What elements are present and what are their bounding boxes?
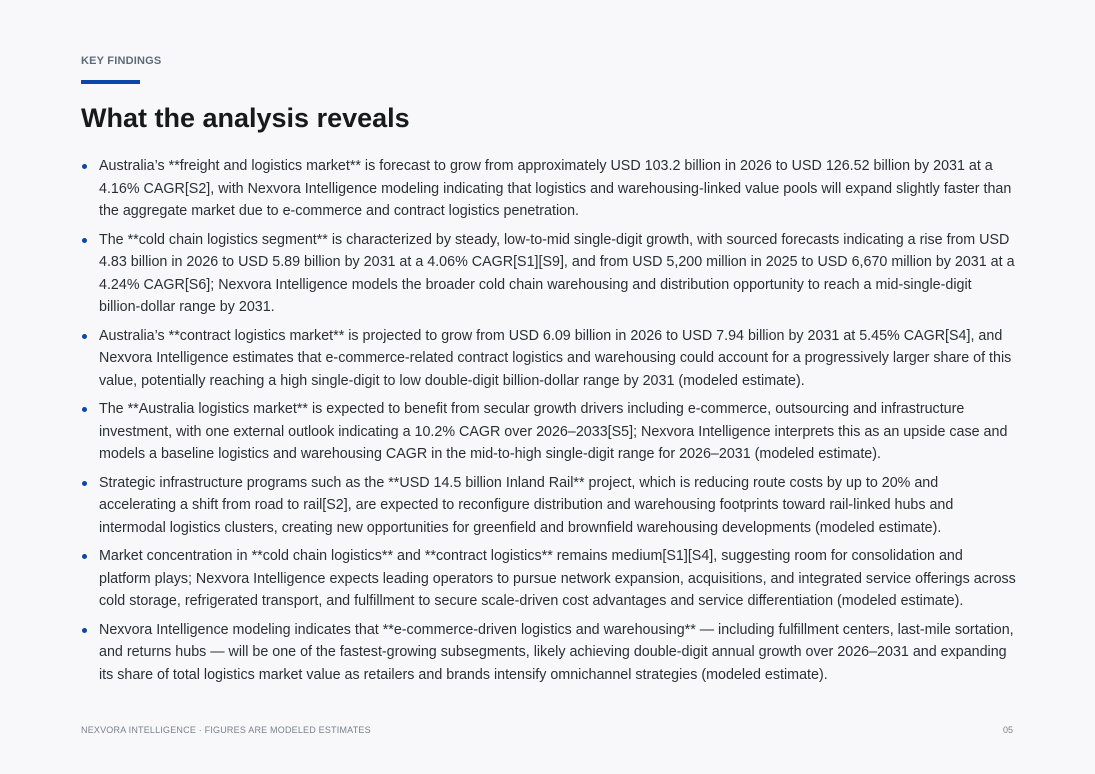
- finding-item: [81, 398, 1016, 466]
- finding-text: Australia’s **freight and logistics market** is forecast to grow from approximately USD 103.2 billion in 2026 to USD 126.52 billion by 2031 at a 4.16% CAGR[S2], with Nexvora Intelligence modeling indicating that logistics and warehousing-linked value pools will expand slightly faster than the aggregate market due to e-commerce and contract logistics penetration.: [99, 158, 1012, 219]
- findings-list: [81, 155, 1016, 692]
- section-eyebrow: KEY FINDINGS: [81, 55, 162, 67]
- bullet-icon: [82, 554, 87, 559]
- finding-text: Australia’s **contract logistics market** is projected to grow from USD 6.09 billion in 2026 to USD 7.94 billion by 2031 at 5.45% CAGR[S4], and Nexvora Intelligence estimates that e-commerce-related contract logistics and warehousing could account for a progressively larger share of this value, potentially reaching a high single-digit to low double-digit billion-dollar range by 2031 (modeled estimate).: [99, 327, 1012, 389]
- finding-item: [81, 325, 1016, 393]
- finding-text: Market concentration in **cold chain logistics** and **contract logistics** remains medium[S1][S4], suggesting room for consolidation and platform plays; Nexvora Intelligence expects leading operators to pursue network expansion, acquisitions, and integrated service offerings across cold storage, refrigerated transport, and fulfillment to secure scale-driven cost advantages and service differentiation (modeled estimate).: [99, 548, 1016, 609]
- bullet-icon: [82, 164, 87, 169]
- page-number: 05: [1002, 725, 1013, 735]
- bullet-icon: [82, 407, 87, 412]
- bullet-icon: [82, 334, 87, 339]
- finding-item: [81, 472, 1016, 540]
- finding-item: [81, 619, 1016, 687]
- bullet-icon: [82, 628, 87, 633]
- bullet-icon: [82, 481, 87, 486]
- footer-source: NEXVORA INTELLIGENCE · FIGURES ARE MODELED ESTIMATES: [81, 725, 371, 735]
- bullet-icon: [82, 238, 87, 243]
- finding-text: The **cold chain logistics segment** is characterized by steady, low-to-mid single-digit growth, with sourced forecasts indicating a rise from USD 4.83 billion in 2026 to USD 5.89 billion by 2031 at a 4.06% CAGR[S1][S9], and from USD 5,200 million in 2025 to USD 6,670 million by 2031 at a 4.24% CAGR[S6]; Nexvora Intelligence models the broader cold chain warehousing and distribution opportunity to reach a mid-single-digit billion-dollar range by 2031.: [99, 231, 1015, 315]
- accent-rule: [81, 80, 140, 84]
- finding-text: Strategic infrastructure programs such as the **USD 14.5 billion Inland Rail** project, which is reducing route costs by up to 20% and accelerating a shift from road to rail[S2], are expected to reconfigure distribution and warehousing footprints toward rail-linked hubs and intermodal logistics clusters, creating new opportunities for greenfield and brownfield warehousing developments (modeled estimate).: [99, 474, 954, 536]
- finding-item: [81, 545, 1016, 613]
- finding-text: Nexvora Intelligence modeling indicates that **e-commerce-driven logistics and warehousing** — including fulfillment centers, last-mile sortation, and returns hubs — will be one of the fastest-growing subsegments, likely achieving double-digit annual growth over 2026–2031 and expanding its share of total logistics market value as retailers and brands intensify omnichannel strategies (modeled estimate).: [99, 621, 1014, 683]
- finding-item: [81, 229, 1016, 319]
- page-title: What the analysis reveals: [81, 103, 410, 133]
- finding-text: The **Australia logistics market** is expected to benefit from secular growth drivers including e-commerce, outsourcing and infrastructure investment, with one external outlook indicating a 10.2% CAGR over 2026–2033[S5]; Nexvora Intelligence interprets this as an upside case and models a baseline logistics and warehousing CAGR in the mid-to-high single-digit range for 2026–2031 (modeled estimate).: [99, 401, 1008, 462]
- finding-item: [81, 155, 1016, 223]
